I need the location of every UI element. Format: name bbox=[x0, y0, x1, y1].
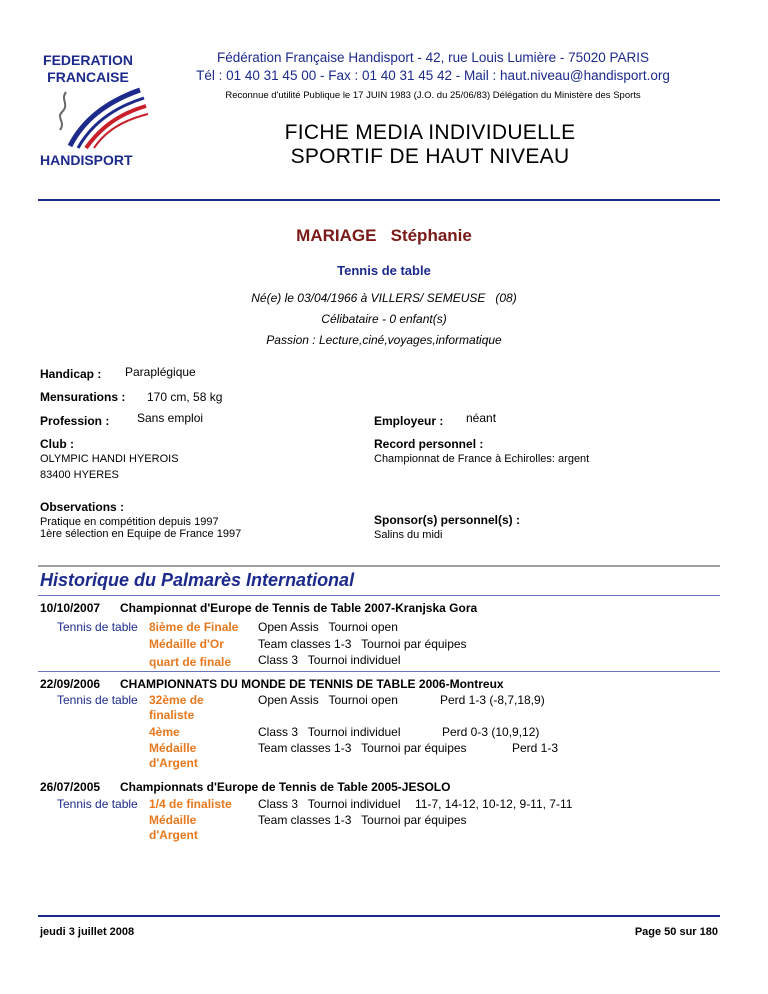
event-sport: Tennis de table bbox=[57, 693, 138, 707]
profession-value: Sans emploi bbox=[137, 411, 204, 425]
athlete-passion: Passion : Lecture,ciné,voyages,informatique bbox=[266, 333, 502, 347]
event-date: 26/07/2005 bbox=[40, 780, 101, 794]
event-date: 22/09/2006 bbox=[40, 677, 101, 691]
measures-value: 170 cm, 58 kg bbox=[147, 390, 223, 404]
event-competition: Class 3 Tournoi individuel bbox=[258, 653, 401, 667]
profession-label: Profession : bbox=[40, 414, 110, 428]
event-result: 32ème de finaliste bbox=[149, 693, 204, 722]
employer-label: Employeur : bbox=[374, 414, 444, 428]
measures-label: Mensurations : bbox=[40, 390, 126, 404]
athlete-birth: Né(e) le 03/04/1966 à VILLERS/ SEMEUSE (08) bbox=[251, 291, 517, 305]
event-result: Médaille d'Or bbox=[149, 637, 224, 651]
logo-line3: HANDISPORT bbox=[40, 152, 133, 168]
event-competition: Class 3 Tournoi individuel bbox=[258, 725, 401, 739]
observations-line2: 1ère sélection en Equipe de France 1997 bbox=[40, 528, 242, 540]
observations-line1: Pratique en compétition depuis 1997 bbox=[40, 516, 219, 528]
history-top-divider bbox=[38, 565, 720, 567]
event-title: Championnats d'Europe de Tennis de Table 2005-JESOLO bbox=[120, 780, 451, 794]
record-label: Record personnel : bbox=[374, 437, 484, 451]
history-title-underline bbox=[38, 595, 720, 596]
event-result: Médaille d'Argent bbox=[149, 813, 198, 842]
handicap-value: Paraplégique bbox=[125, 365, 196, 379]
event-result: 8ième de Finale bbox=[149, 620, 239, 634]
event-competition: Open Assis Tournoi open bbox=[258, 693, 398, 707]
page-title-line2: SPORTIF DE HAUT NIVEAU bbox=[290, 145, 570, 168]
history-title: Historique du Palmarès International bbox=[40, 570, 355, 590]
club-line1: OLYMPIC HANDI HYEROIS bbox=[40, 453, 179, 465]
event-result: Médaille d'Argent bbox=[149, 741, 198, 770]
event-sport: Tennis de table bbox=[57, 797, 138, 811]
footer-page: Page 50 sur 180 bbox=[634, 926, 718, 938]
club-line2: 83400 HYERES bbox=[40, 469, 119, 481]
event-title: Championnat d'Europe de Tennis de Table 2007-Kranjska Gora bbox=[120, 601, 478, 615]
employer-value: néant bbox=[466, 411, 497, 425]
event-score: 11-7, 14-12, 10-12, 9-11, 7-11 bbox=[415, 797, 573, 811]
page-title-line1: FICHE MEDIA INDIVIDUELLE bbox=[284, 121, 576, 144]
event-sport: Tennis de table bbox=[57, 620, 138, 634]
event-result: 1/4 de finaliste bbox=[149, 797, 232, 811]
athlete-family: Célibataire - 0 enfant(s) bbox=[321, 312, 447, 326]
logo-line2: FRANCAISE bbox=[47, 69, 129, 85]
event-score: Perd 0-3 (10,9,12) bbox=[442, 725, 540, 739]
athlete-name: MARIAGE Stéphanie bbox=[296, 226, 472, 245]
event-date: 10/10/2007 bbox=[40, 601, 101, 615]
event-divider bbox=[38, 671, 720, 672]
event-competition: Team classes 1-3 Tournoi par équipes bbox=[258, 813, 467, 827]
athlete-sport: Tennis de table bbox=[337, 263, 431, 278]
sponsor-value: Salins du midi bbox=[374, 529, 443, 541]
event-score: Perd 1-3 (-8,7,18,9) bbox=[440, 693, 545, 707]
observations-label: Observations : bbox=[40, 500, 125, 514]
event-result: quart de finale bbox=[149, 655, 232, 669]
sponsor-label: Sponsor(s) personnel(s) : bbox=[374, 513, 521, 527]
event-competition: Class 3 Tournoi individuel bbox=[258, 797, 401, 811]
event-competition: Team classes 1-3 Tournoi par équipes bbox=[258, 741, 467, 755]
footer-divider bbox=[38, 915, 720, 917]
header-divider bbox=[38, 199, 720, 201]
event-result: 4ème bbox=[149, 725, 180, 739]
footer-date: jeudi 3 juillet 2008 bbox=[40, 926, 135, 938]
header-contact: Tél : 01 40 31 45 00 - Fax : 01 40 31 45 42 - Mail : haut.niveau@handisport.org bbox=[196, 68, 670, 83]
club-label: Club : bbox=[40, 437, 74, 451]
header-address: Fédération Française Handisport - 42, rue Louis Lumière - 75020 PARIS bbox=[217, 50, 649, 65]
event-title: CHAMPIONNATS DU MONDE DE TENNIS DE TABLE 2006-Montreux bbox=[120, 677, 504, 691]
logo-line1: FEDERATION bbox=[43, 52, 133, 68]
event-competition: Team classes 1-3 Tournoi par équipes bbox=[258, 637, 467, 651]
event-score: Perd 1-3 bbox=[512, 741, 559, 755]
logo-text-federation bbox=[38, 52, 138, 86]
event-competition: Open Assis Tournoi open bbox=[258, 620, 398, 634]
record-value: Championnat de France à Echirolles: argent bbox=[374, 453, 590, 465]
header-recognition: Reconnue d'utilité Publique le 17 JUIN 1983 (J.O. du 25/06/83) Délégation du Ministère des Sports bbox=[225, 90, 641, 101]
handicap-label: Handicap : bbox=[40, 367, 102, 381]
handisport-logo-icon bbox=[40, 86, 150, 152]
